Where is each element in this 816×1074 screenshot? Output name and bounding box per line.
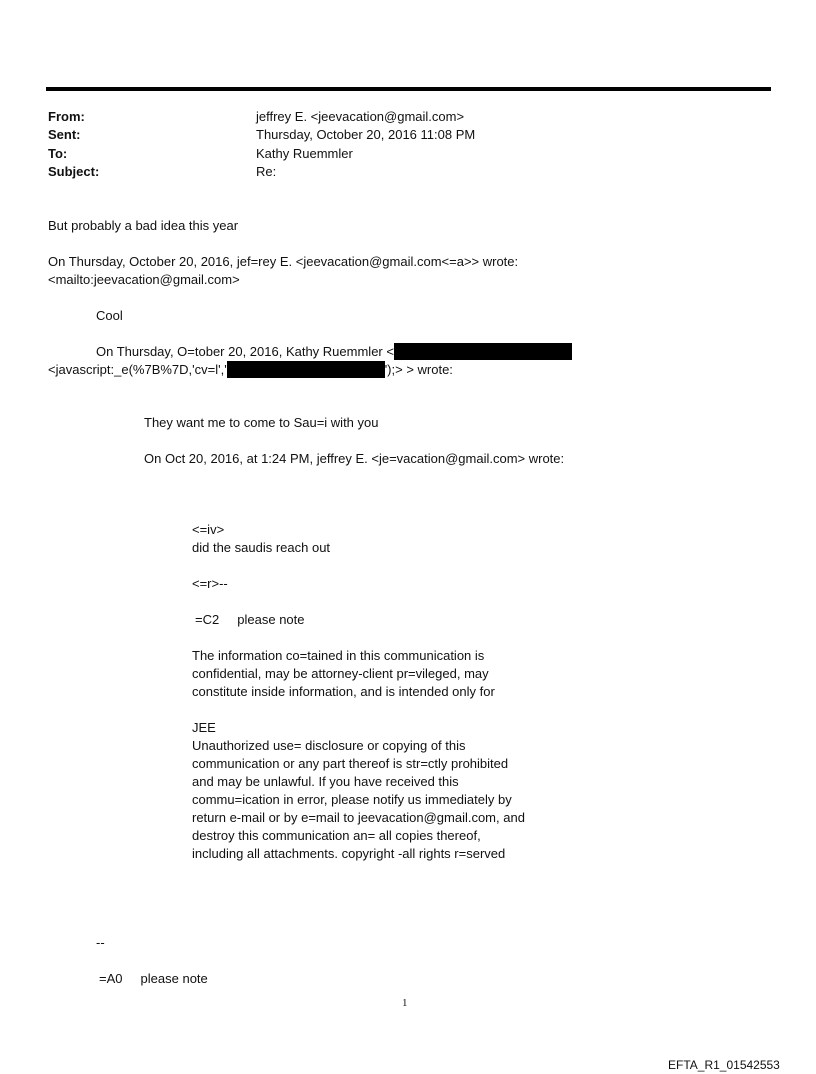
body-line: <=iv> bbox=[192, 522, 225, 537]
disclaimer-line: destroy this communication an= all copies thereof, bbox=[192, 828, 481, 843]
quote-intro-line: On Thursday, October 20, 2016, jef=rey E. <jeevacation@gmail.com<=a>> wrote: bbox=[48, 254, 519, 269]
body-line: <=r>-- bbox=[192, 576, 228, 591]
mailto-line: <mailto:jeevacation@gmail.com> bbox=[48, 272, 240, 287]
to-value: Kathy Ruemmler bbox=[256, 146, 353, 161]
sent-label: Sent: bbox=[48, 127, 81, 142]
from-value: jeffrey E. <jeevacation@gmail.com> bbox=[256, 109, 465, 124]
header-rule bbox=[46, 87, 771, 91]
sent-value: Thursday, October 20, 2016 11:08 PM bbox=[256, 127, 476, 142]
disclaimer-line: The information co=tained in this communication is bbox=[192, 648, 485, 663]
disclaimer-line: including all attachments. copyright -all rights r=served bbox=[192, 846, 506, 861]
disclaimer-line: communication or any part thereof is str=ctly prohibited bbox=[192, 756, 509, 771]
subject-label: Subject: bbox=[48, 164, 100, 179]
body-line: Cool bbox=[96, 308, 123, 323]
redaction-block bbox=[227, 361, 385, 378]
quote-intro-line bbox=[96, 343, 572, 360]
body-line: =C2 please note bbox=[195, 612, 305, 627]
signature-separator: -- bbox=[96, 935, 105, 950]
body-line: They want me to come to Sau=i with you bbox=[144, 415, 379, 430]
subject-value: Re: bbox=[256, 164, 277, 179]
disclaimer-line: commu=ication in error, please notify us immediately by bbox=[192, 792, 512, 807]
javascript-text: <javascript:_e(%7B%7D,'cv=l',' bbox=[48, 362, 227, 377]
javascript-tail-text: ');> > wrote: bbox=[384, 362, 453, 377]
body-line: But probably a bad idea this year bbox=[48, 218, 239, 233]
from-label: From: bbox=[48, 109, 85, 124]
quote-intro-text: On Thursday, O=tober 20, 2016, Kathy Ruemmler < bbox=[96, 344, 394, 359]
javascript-line bbox=[48, 361, 453, 378]
page-number: 1 bbox=[402, 997, 408, 1009]
body-line: did the saudis reach out bbox=[192, 540, 331, 555]
disclaimer-line: JEE bbox=[192, 720, 216, 735]
to-label: To: bbox=[48, 146, 68, 161]
redaction-block bbox=[394, 343, 572, 360]
quote-intro-line: On Oct 20, 2016, at 1:24 PM, jeffrey E. <je=vacation@gmail.com> wrote: bbox=[144, 451, 565, 466]
body-line: =A0 please note bbox=[99, 971, 208, 986]
disclaimer-line: constitute inside information, and is intended only for bbox=[192, 684, 495, 699]
disclaimer-line: and may be unlawful. If you have received this bbox=[192, 774, 459, 789]
bates-number: EFTA_R1_01542553 bbox=[668, 1058, 780, 1072]
disclaimer-line: confidential, may be attorney-client pr=vileged, may bbox=[192, 666, 489, 681]
disclaimer-line: return e-mail or by e=mail to jeevacation@gmail.com, and bbox=[192, 810, 525, 825]
disclaimer-line: Unauthorized use= disclosure or copying of this bbox=[192, 738, 466, 753]
